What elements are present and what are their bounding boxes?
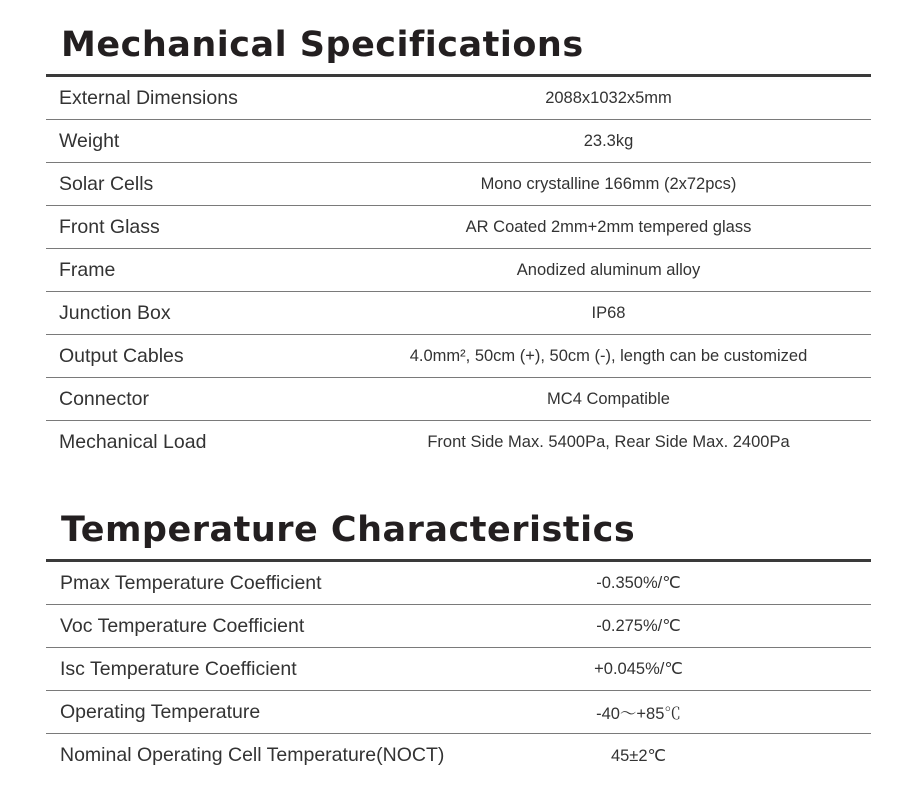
table-row bbox=[46, 734, 871, 777]
mechanical-specifications-table bbox=[46, 74, 871, 464]
table-row bbox=[46, 163, 871, 206]
row-label: Mechanical Load bbox=[59, 431, 207, 453]
row-label: Front Glass bbox=[59, 215, 160, 238]
row-value: -0.350%/℃ bbox=[596, 574, 681, 592]
row-value: +0.045%/℃ bbox=[594, 660, 683, 678]
row-label: External Dimensions bbox=[59, 86, 238, 109]
table-row bbox=[46, 335, 871, 378]
row-label: Weight bbox=[59, 129, 120, 152]
table-row bbox=[46, 691, 871, 734]
mechanical-specifications-section bbox=[46, 24, 871, 464]
row-value: 23.3kg bbox=[583, 131, 634, 150]
table-row bbox=[46, 378, 871, 421]
row-value: Anodized aluminum alloy bbox=[516, 260, 701, 279]
row-value: 2088x1032x5mm bbox=[545, 88, 672, 107]
table-row bbox=[46, 421, 871, 464]
table-row bbox=[46, 120, 871, 163]
row-label: Operating Temperature bbox=[60, 700, 261, 723]
row-label: Frame bbox=[59, 258, 116, 281]
table-row bbox=[46, 206, 871, 249]
table-row bbox=[46, 605, 871, 648]
row-label: Isc Temperature Coefficient bbox=[60, 657, 297, 680]
row-label: Output Cables bbox=[59, 344, 184, 367]
row-label: Voc Temperature Coefficient bbox=[60, 614, 305, 637]
row-label: Nominal Operating Cell Temperature(NOCT) bbox=[60, 744, 445, 766]
table-row bbox=[46, 249, 871, 292]
row-value: -40～+85℃ bbox=[596, 705, 681, 723]
row-value: 45±2℃ bbox=[610, 746, 667, 765]
row-value: 4.0mm², 50cm (+), 50cm (-), length can be customized bbox=[409, 346, 808, 365]
table-row bbox=[46, 77, 871, 120]
row-value: Mono crystalline 166mm (2x72pcs) bbox=[480, 174, 737, 193]
temperature-characteristics-section bbox=[46, 509, 871, 777]
mechanical-specifications-heading: Mechanical Specifications bbox=[61, 25, 584, 65]
temperature-characteristics-heading: Temperature Characteristics bbox=[61, 510, 636, 550]
row-value: IP68 bbox=[591, 303, 626, 322]
table-row bbox=[46, 648, 871, 691]
row-value: Front Side Max. 5400Pa, Rear Side Max. 2400Pa bbox=[427, 433, 790, 451]
table-row bbox=[46, 292, 871, 335]
row-label: Junction Box bbox=[59, 301, 171, 324]
row-label: Solar Cells bbox=[59, 172, 154, 195]
temperature-characteristics-table bbox=[46, 559, 871, 777]
row-value: -0.275%/℃ bbox=[596, 617, 681, 635]
row-label: Connector bbox=[59, 387, 149, 410]
row-value: AR Coated 2mm+2mm tempered glass bbox=[465, 217, 752, 236]
row-label: Pmax Temperature Coefficient bbox=[60, 571, 322, 594]
table-row bbox=[46, 562, 871, 605]
row-value: MC4 Compatible bbox=[547, 389, 670, 408]
